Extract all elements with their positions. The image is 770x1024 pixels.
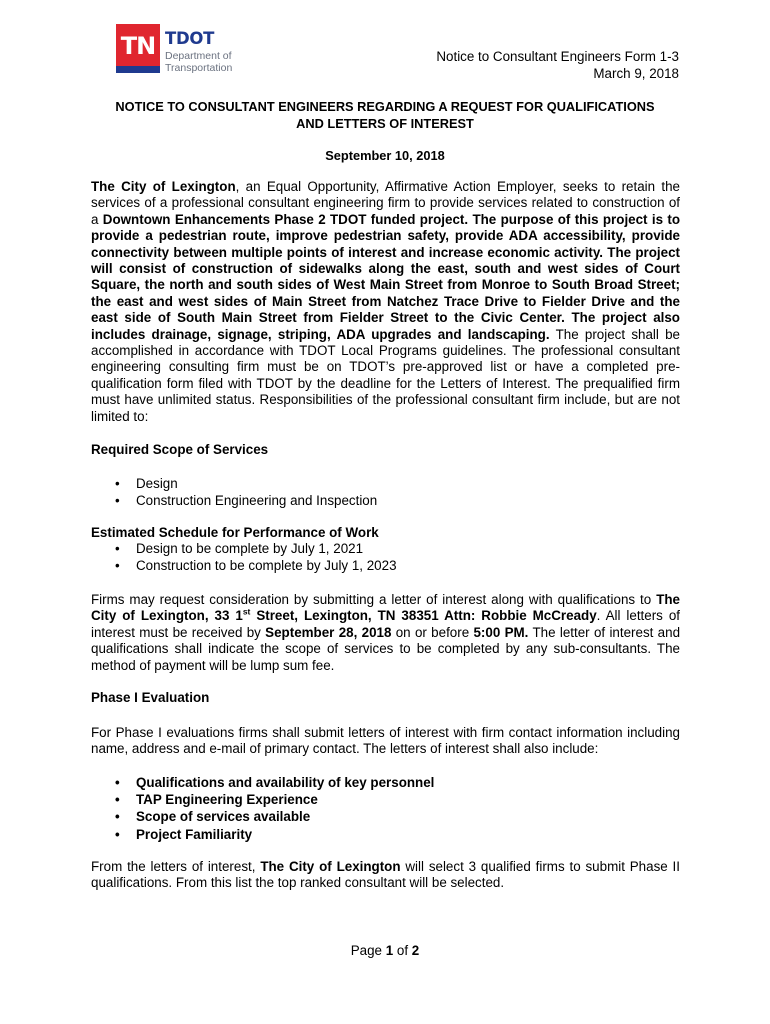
request-address-a: The City of Lexington, 33 1	[91, 592, 680, 624]
phase1-item: • Project Familiarity	[91, 826, 680, 843]
phase1-list	[91, 774, 680, 843]
request-text1: Firms may request consideration by submitting a letter of interest along with qualifications to	[91, 592, 657, 607]
footer-total-pages: 2	[411, 943, 420, 958]
scope-item: • Design	[91, 475, 680, 492]
logo-mark-bar	[116, 66, 160, 73]
scope-list	[91, 475, 680, 509]
tdot-logo	[116, 24, 232, 74]
intro-text2: The project shall be accomplished in accordance with TDOT Local Programs guidelines. The professional consultant engineering consulting firm must be on TDOT’s pre-approved list or have a completed pre-qualification form filed with TDOT by the deadline for the Letters of Interest. The prequalified firm must have unlimited status. Responsibilities of the professional consultant firm include, but are not limited to:	[91, 326, 680, 424]
footer-middle: of	[393, 943, 412, 958]
intro-project-description: Downtown Enhancements Phase 2 TDOT funded project. The purpose of this project is to provide a pedestrian route, improve pedestrian safety, provide ADA accessibility, provide connectivity between multiple points of interest and increase economic activity. The project will consist of construction of sidewalks along the east, south and west sides of Court Square, the north and south sides of West Main Street from Monroe to South Broad Street; the east and west sides of Main Street from Natchez Trace Drive to Fielder Drive and the east side of South Main Street from Fielder Street to the Civic Center. The project also includes drainage, signage, striping, ADA upgrades and landscaping.	[91, 211, 681, 342]
notice-date: September 10, 2018	[325, 148, 445, 163]
document-title-line1: NOTICE TO CONSULTANT ENGINEERS REGARDING A REQUEST FOR QUALIFICATIONS	[115, 99, 655, 114]
phase1-section	[91, 725, 680, 758]
closing-city: The City of Lexington	[260, 859, 401, 874]
request-text4: The letter of interest and qualifications shall indicate the scope of services to be completed by any sub-consultants. The method of payment will be lump sum fee.	[91, 624, 681, 673]
request-deadline-time: 5:00 PM.	[473, 624, 529, 640]
form-reference-date: March 9, 2018	[593, 66, 679, 81]
phase1-paragraph: For Phase I evaluations firms shall submit letters of interest with firm contact information including name, address and e-mail of primary contact. The letters of interest shall also include:	[91, 725, 680, 757]
intro-section	[91, 179, 680, 425]
phase1-item: • Scope of services available	[91, 808, 680, 825]
form-reference-title: Notice to Consultant Engineers Form 1-3	[436, 49, 679, 64]
closing-section	[91, 859, 680, 892]
request-deadline-date: September 28, 2018	[265, 624, 392, 640]
logo-wordmark	[165, 31, 232, 74]
phase1-heading-wrap	[91, 690, 680, 705]
intro-city: The City of Lexington	[91, 179, 236, 194]
closing-paragraph	[91, 859, 680, 892]
footer-current-page: 1	[385, 943, 394, 958]
logo-mark-text: TN	[120, 32, 156, 60]
intro-text1: , an Equal Opportunity, Affirmative Action Employer, seeks to retain the services of a professional consultant engineering firm to provide services related to construction of a	[91, 179, 680, 227]
logo-sub-line1: Department of	[165, 49, 232, 62]
phase1-item: • Qualifications and availability of key personnel	[91, 774, 680, 791]
request-text2: . All letters of interest must be received by	[91, 608, 681, 640]
phase1-heading: Phase I Evaluation	[91, 690, 210, 705]
page-footer	[0, 943, 770, 958]
schedule-item: • Design to be complete by July 1, 2021	[91, 540, 680, 557]
document-title-line2: AND LETTERS OF INTEREST	[296, 116, 474, 131]
footer-prefix: Page	[350, 943, 386, 958]
scope-item: • Construction Engineering and Inspection	[91, 492, 680, 509]
phase1-item: • TAP Engineering Experience	[91, 791, 680, 808]
document-title	[80, 98, 690, 132]
scope-list-wrap	[91, 475, 680, 509]
request-text3: on or before	[391, 624, 474, 640]
schedule-section	[91, 525, 680, 574]
request-address-sup: st	[242, 606, 251, 617]
logo-sub-line2: Transportation	[165, 61, 233, 74]
logo-acronym: TDOT	[165, 29, 215, 48]
form-reference	[436, 48, 679, 82]
closing-text1: From the letters of interest,	[91, 859, 261, 874]
schedule-list	[91, 540, 680, 574]
scope-heading: Required Scope of Services	[91, 442, 269, 457]
intro-paragraph	[91, 179, 680, 425]
schedule-heading: Estimated Schedule for Performance of Work	[91, 525, 379, 540]
request-section	[91, 592, 680, 674]
closing-text2: will select 3 qualified firms to submit Phase II qualifications. From this list the top ranked consultant will be selected.	[91, 859, 680, 891]
schedule-item: • Construction to be complete by July 1, 2023	[91, 557, 680, 574]
tn-logo-mark	[116, 24, 160, 73]
phase1-list-wrap	[91, 774, 680, 843]
request-paragraph	[91, 592, 680, 674]
scope-section	[91, 442, 680, 457]
request-address-b: Street, Lexington, TN 38351 Attn: Robbie McCready	[250, 608, 597, 624]
